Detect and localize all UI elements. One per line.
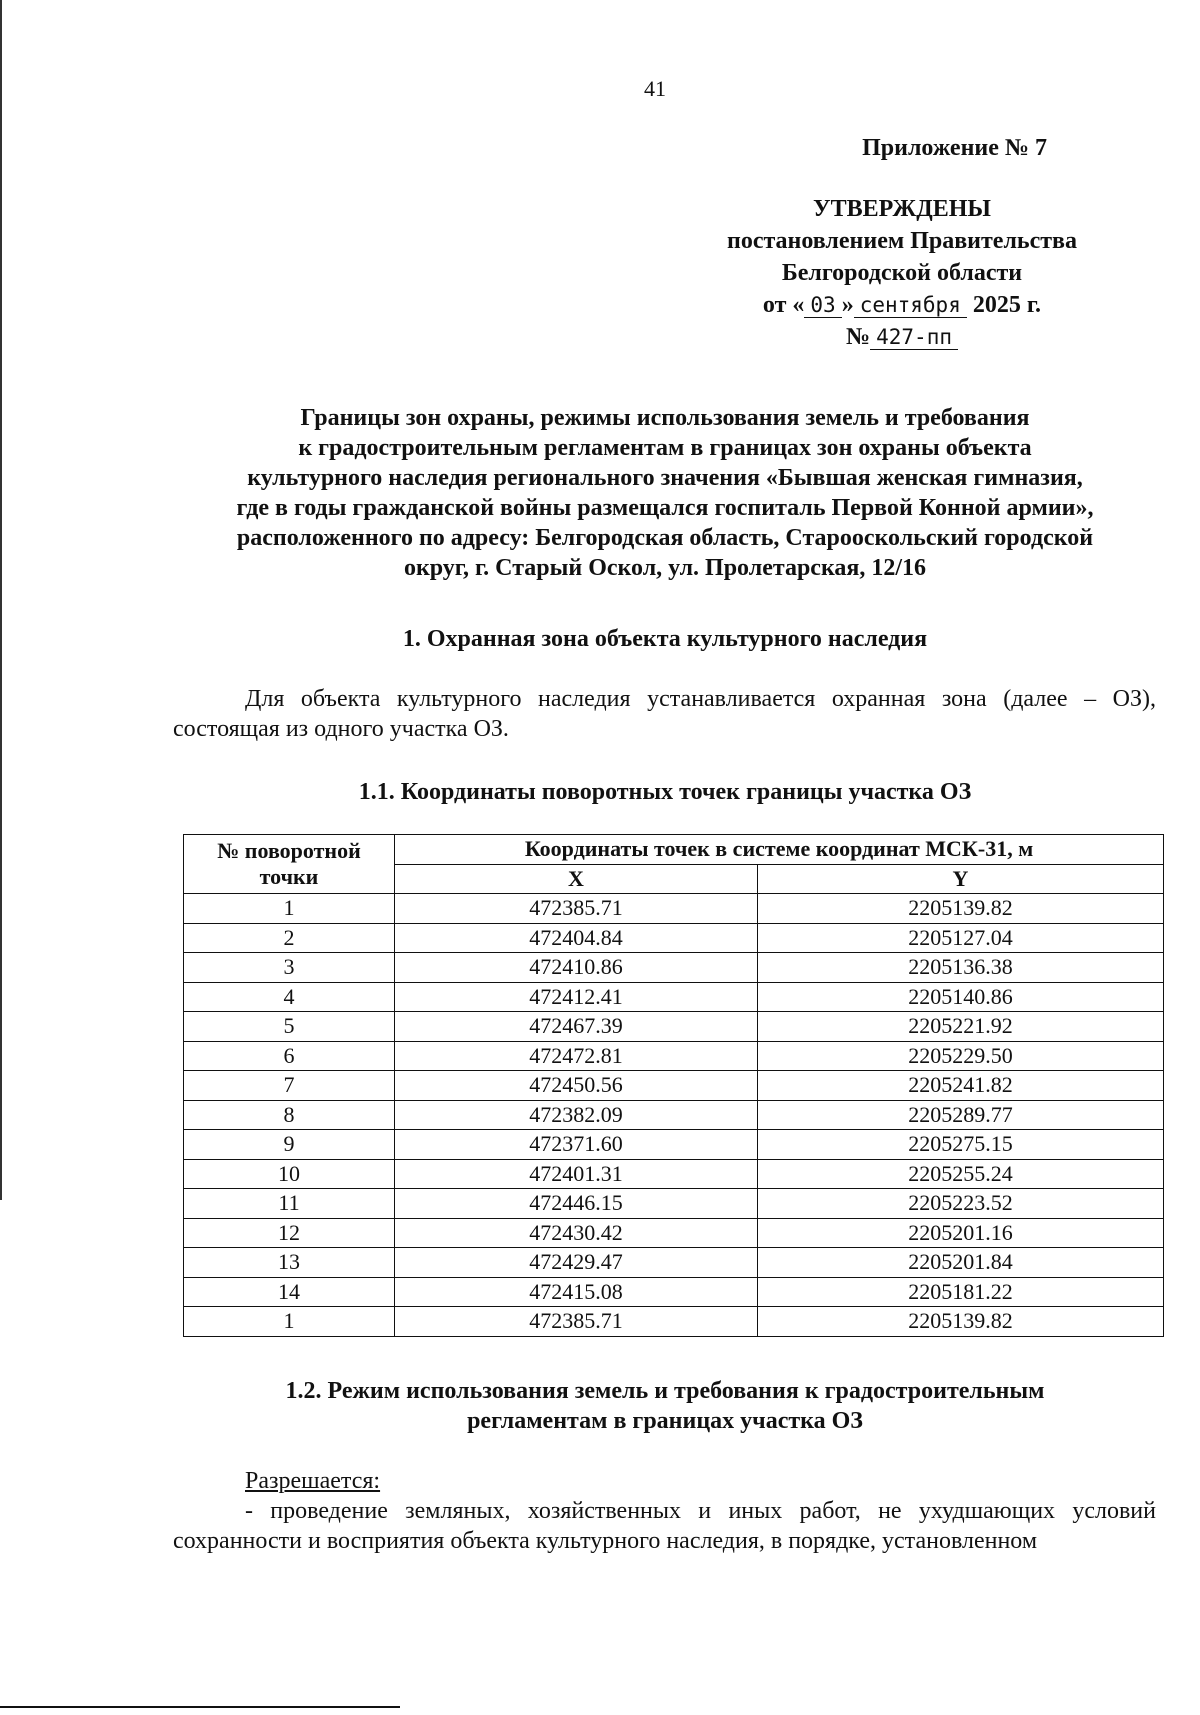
- date-day: 03: [804, 293, 841, 318]
- cell-x: 472430.42: [395, 1218, 758, 1248]
- cell-x: 472382.09: [395, 1100, 758, 1130]
- cell-x: 472385.71: [395, 1307, 758, 1337]
- table-row: [184, 1130, 1164, 1160]
- cell-x: 472385.71: [395, 894, 758, 924]
- cell-n: 5: [184, 1012, 395, 1042]
- cell-y: 2205223.52: [758, 1189, 1164, 1219]
- cell-y: 2205136.38: [758, 953, 1164, 983]
- approval-stamp: УТВЕРЖДЕНЫ: [813, 196, 991, 222]
- table-row: [184, 1218, 1164, 1248]
- cell-n: 4: [184, 982, 395, 1012]
- cell-n: 8: [184, 1100, 395, 1130]
- number-prefix: №: [846, 324, 871, 350]
- header-y: Y: [758, 864, 1164, 894]
- section-1-2-heading-line-1: 1.2. Режим использования земель и требования к градостроительным: [285, 1378, 1045, 1404]
- cell-n: 11: [184, 1189, 395, 1219]
- cell-y: 2205275.15: [758, 1130, 1164, 1160]
- cell-n: 6: [184, 1041, 395, 1071]
- section-1-2-heading-line-2: регламентам в границах участка ОЗ: [467, 1408, 863, 1434]
- table-row: [184, 982, 1164, 1012]
- approval-line-1: постановлением Правительства: [726, 228, 1077, 254]
- table-row: [184, 1041, 1164, 1071]
- cell-n: 12: [184, 1218, 395, 1248]
- table-row: [184, 1277, 1164, 1307]
- cell-n: 7: [184, 1071, 395, 1101]
- cell-y: 2205127.04: [758, 923, 1164, 953]
- cell-y: 2205221.92: [758, 1012, 1164, 1042]
- appendix-label: Приложение № 7: [862, 135, 1047, 161]
- cell-n: 3: [184, 953, 395, 983]
- cell-y: 2205201.84: [758, 1248, 1164, 1278]
- cell-y: 2205139.82: [758, 894, 1164, 924]
- allowed-label: [173, 1466, 1156, 1496]
- title-line-2: к градостроительным регламентам в границах зон охраны объекта: [298, 435, 1032, 461]
- table-row: [184, 894, 1164, 924]
- page-number: 41: [644, 76, 666, 101]
- date-month: сентября: [854, 293, 967, 318]
- header-x: X: [395, 864, 758, 894]
- title-line-3: культурного наследия регионального значения «Бывшая женская гимназия,: [247, 465, 1083, 491]
- cell-y: 2205229.50: [758, 1041, 1164, 1071]
- title-line-4: где в годы гражданской войны размещался госпиталь Первой Конной армии»,: [236, 495, 1094, 521]
- cell-n: 14: [184, 1277, 395, 1307]
- approval-number: [672, 321, 1132, 353]
- title-line-5: расположенного по адресу: Белгородская область, Старооскольский городской: [236, 525, 1094, 551]
- table-row: [184, 1248, 1164, 1278]
- document-title: [170, 403, 1160, 583]
- section-1-paragraph: Для объекта культурного наследия устанавливается охранная зона (далее – ОЗ), состоящая из одного участка ОЗ.: [173, 686, 1156, 742]
- footer-rule: [0, 1706, 400, 1708]
- scan-edge-line: [0, 0, 2, 1200]
- table-row: [184, 1012, 1164, 1042]
- cell-y: 2205181.22: [758, 1277, 1164, 1307]
- section-1-heading: 1. Охранная зона объекта культурного наследия: [402, 626, 928, 652]
- coordinates-body: [184, 894, 1164, 1337]
- cell-y: 2205201.16: [758, 1218, 1164, 1248]
- approval-line-2: Белгородской области: [781, 260, 1023, 286]
- cell-y: 2205140.86: [758, 982, 1164, 1012]
- table-row: [184, 923, 1164, 953]
- date-prefix: от «: [762, 292, 805, 318]
- table-row: [184, 1307, 1164, 1337]
- table-row: [184, 1159, 1164, 1189]
- table-row: [184, 953, 1164, 983]
- cell-x: 472401.31: [395, 1159, 758, 1189]
- cell-x: 472371.60: [395, 1130, 758, 1160]
- header-point-line-2: точки: [259, 864, 319, 889]
- cell-x: 472450.56: [395, 1071, 758, 1101]
- cell-n: 1: [184, 1307, 395, 1337]
- table-row: [184, 1071, 1164, 1101]
- cell-x: 472412.41: [395, 982, 758, 1012]
- cell-y: 2205241.82: [758, 1071, 1164, 1101]
- cell-y: 2205289.77: [758, 1100, 1164, 1130]
- cell-x: 472415.08: [395, 1277, 758, 1307]
- title-line-1: Границы зон охраны, режимы использования земель и требования: [300, 405, 1030, 431]
- coordinates-table: [183, 834, 1164, 1337]
- title-line-6: округ, г. Старый Оскол, ул. Пролетарская, 12/16: [403, 555, 927, 581]
- number-value: 427-пп: [870, 325, 958, 350]
- cell-y: 2205255.24: [758, 1159, 1164, 1189]
- table-row: [184, 1100, 1164, 1130]
- header-point-number: [184, 835, 395, 894]
- cell-n: 13: [184, 1248, 395, 1278]
- date-mid: »: [841, 292, 854, 318]
- cell-n: 2: [184, 923, 395, 953]
- cell-n: 9: [184, 1130, 395, 1160]
- cell-x: 472429.47: [395, 1248, 758, 1278]
- header-coordinates: Координаты точек в системе координат МСК-31, м: [395, 835, 1164, 865]
- cell-x: 472446.15: [395, 1189, 758, 1219]
- header-point-line-1: № поворотной: [217, 838, 361, 863]
- section-1-2-heading: [170, 1376, 1160, 1436]
- table-row: [184, 1189, 1164, 1219]
- cell-x: 472404.84: [395, 923, 758, 953]
- allowed-label-text: Разрешается:: [245, 1468, 381, 1494]
- cell-x: 472472.81: [395, 1041, 758, 1071]
- approval-date: [672, 289, 1132, 321]
- cell-n: 10: [184, 1159, 395, 1189]
- cell-x: 472467.39: [395, 1012, 758, 1042]
- approval-block: [672, 193, 1132, 353]
- allowed-item-1: - проведение земляных, хозяйственных и иных работ, не ухудшающих условий сохранности и восприятия объекта культурного наследия, в порядке, установленном: [173, 1498, 1156, 1554]
- section-1-1-heading: 1.1. Координаты поворотных точек границы участка ОЗ: [358, 779, 972, 805]
- date-year: 2025 г.: [972, 292, 1042, 318]
- cell-x: 472410.86: [395, 953, 758, 983]
- cell-y: 2205139.82: [758, 1307, 1164, 1337]
- cell-n: 1: [184, 894, 395, 924]
